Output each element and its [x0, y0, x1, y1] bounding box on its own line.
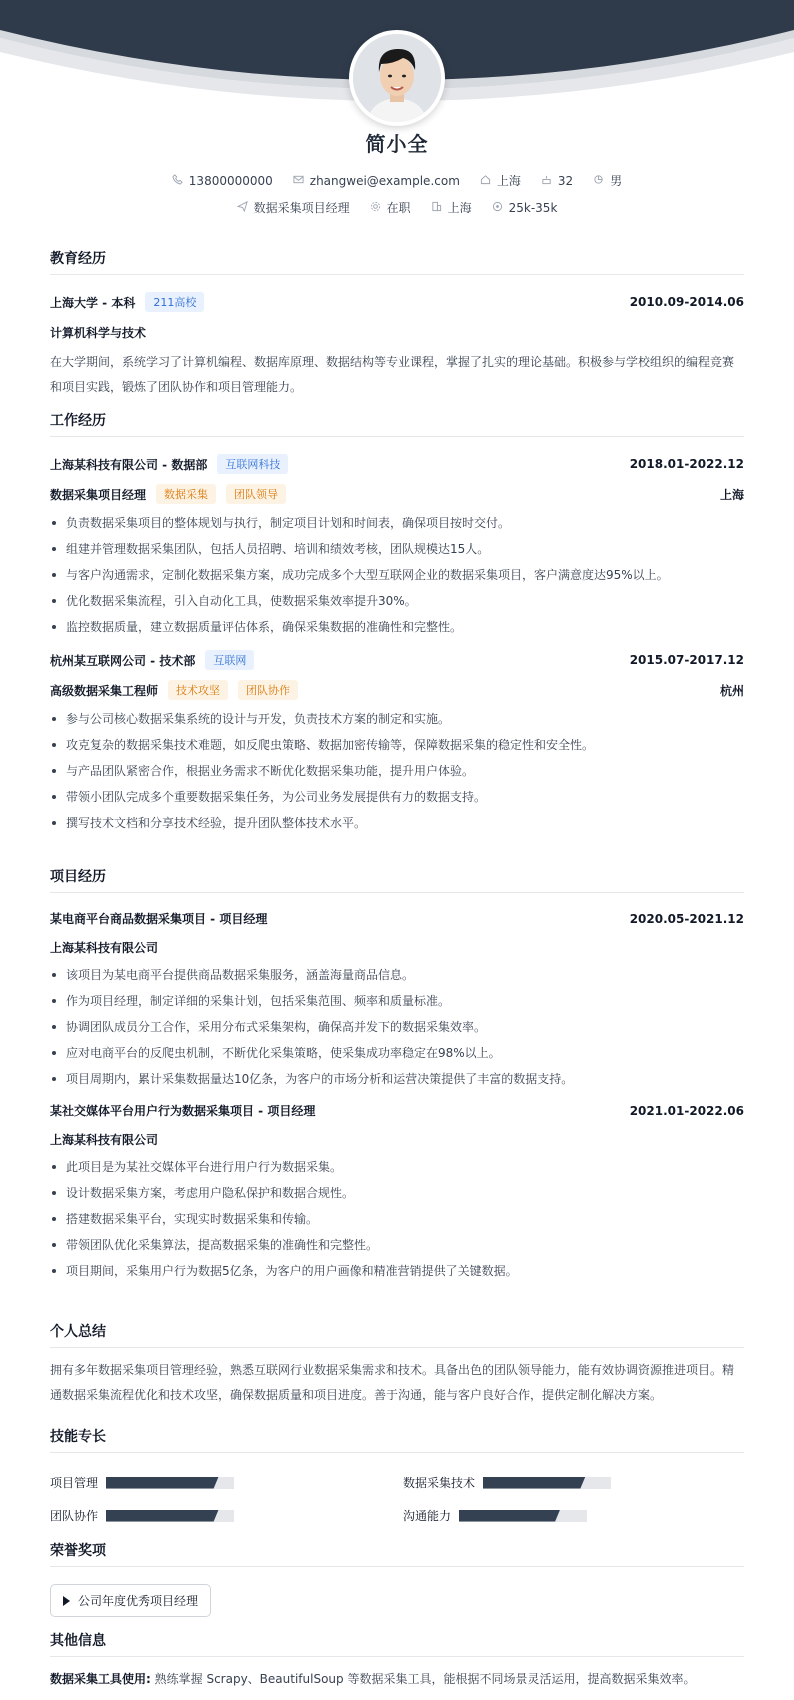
contact-info-row [0, 172, 794, 189]
target-city-item [431, 199, 472, 216]
phone-icon [172, 174, 183, 188]
skill-name: 数据采集技术 [403, 1476, 476, 1490]
section-title-other: 其他信息 [50, 1630, 744, 1657]
projects-section [50, 866, 744, 1284]
phone-text: 13800000000 [188, 173, 273, 188]
major: 计算机科学与技术 [50, 326, 147, 340]
city-text: 上海 [496, 174, 521, 188]
gender-icon [593, 174, 604, 188]
project-company: 上海某科技有限公司 [50, 941, 159, 955]
position-row [50, 484, 744, 504]
project-entry [50, 1102, 744, 1284]
list-item: 此项目是为某社交媒体平台进行用户行为数据采集。 [50, 1154, 744, 1180]
job-intent-row [0, 199, 794, 216]
project-date: 2020.05-2021.12 [629, 911, 744, 926]
list-item: 与产品团队紧密合作，根据业务需求不断优化数据采集功能，提升用户体验。 [50, 758, 744, 784]
list-item: 应对电商平台的反爬虫机制，不断优化采集策略，使采集成功率稳定在98%以上。 [50, 1040, 744, 1066]
skill-bar [459, 1510, 587, 1522]
section-title-skills: 技能专长 [50, 1426, 744, 1453]
list-item: 项目期间，采集用户行为数据5亿条，为客户的用户画像和精准营销提供了关键数据。 [50, 1258, 744, 1284]
list-item: 负责数据采集项目的整体规划与执行，制定项目计划和时间表，确保项目按时交付。 [50, 510, 744, 536]
skill-name: 沟通能力 [403, 1509, 452, 1523]
target-job-item [237, 199, 350, 216]
avatar [349, 30, 445, 126]
section-title-summary: 个人总结 [50, 1321, 744, 1348]
project-date: 2021.01-2022.06 [629, 1103, 744, 1118]
job-header [50, 650, 744, 670]
skill-name: 项目管理 [50, 1476, 99, 1490]
skill-tag: 数据采集 [156, 484, 216, 504]
project-bullets [50, 1154, 744, 1284]
list-item: 组建并管理数据采集团队，包括人员招聘、培训和绩效考核，团队规模达15人。 [50, 536, 744, 562]
coin-icon [492, 201, 503, 215]
email-text: zhangwei@example.com [309, 173, 460, 188]
project-name: 某电商平台商品数据采集项目 - 项目经理 [50, 912, 268, 926]
skill-bar-fill [106, 1477, 219, 1489]
skills-section [50, 1426, 744, 1526]
list-item: 撰写技术文档和分享技术经验，提升团队整体技术水平。 [50, 810, 744, 836]
skill-item [50, 1507, 234, 1524]
list-item: 监控数据质量，建立数据质量评估体系，确保采集数据的准确性和完整性。 [50, 614, 744, 640]
skill-bar-fill [459, 1510, 560, 1522]
industry-tag: 互联网科技 [217, 454, 288, 474]
summary-text: 拥有多年数据采集项目管理经验，熟悉互联网行业数据采集需求和技术。具备出色的团队领导能力，能有效协调资源推进项目。精通数据采集流程优化和技术攻坚，确保数据质量和项目进度。善于沟通，能与客户良好合作，提供定制化解决方案。 [50, 1363, 735, 1402]
other-label: 数据采集工具使用: [50, 1672, 151, 1686]
skill-item [403, 1507, 587, 1524]
gender-item [593, 172, 622, 189]
candidate-name: 简小全 [365, 132, 429, 156]
company-name: 杭州某互联网公司 - 技术部 [50, 653, 196, 668]
skill-item [403, 1474, 611, 1491]
education-section [50, 248, 744, 400]
list-item: 带领小团队完成多个重要数据采集任务，为公司业务发展提供有力的数据支持。 [50, 784, 744, 810]
skill-bar-fill [106, 1510, 219, 1522]
gear-icon [370, 201, 381, 215]
position-title: 高级数据采集工程师 [50, 683, 159, 698]
list-item: 该项目为某电商平台提供商品数据采集服务，涵盖海量商品信息。 [50, 962, 744, 988]
age-item [541, 174, 573, 188]
cake-icon [541, 174, 552, 188]
section-title-projects: 项目经历 [50, 866, 744, 893]
list-item: 与客户沟通需求，定制化数据采集方案，成功完成多个大型互联网企业的数据采集项目，客户满意度达95%以上。 [50, 562, 744, 588]
skill-bar-fill [483, 1477, 585, 1489]
other-info [50, 1667, 744, 1692]
section-title-work: 工作经历 [50, 410, 744, 437]
project-header [50, 1102, 744, 1119]
education-desc: 在大学期间，系统学习了计算机编程、数据库原理、数据结构等专业课程，掌握了扎实的理论基础。积极参与学校组织的编程竞赛和项目实践，锻炼了团队协作和项目管理能力。 [50, 355, 735, 394]
list-item: 设计数据采集方案，考虑用户隐私保护和数据合规性。 [50, 1180, 744, 1206]
list-item: 带领团队优化采集算法，提高数据采集的准确性和完整性。 [50, 1232, 744, 1258]
phone-item [172, 174, 273, 188]
list-item: 攻克复杂的数据采集技术难题，如反爬虫策略、数据加密传输等，保障数据采集的稳定性和安全性。 [50, 732, 744, 758]
building-icon [431, 201, 442, 215]
list-item: 项目周期内，累计采集数据量达10亿条，为客户的市场分析和运营决策提供了丰富的数据支持。 [50, 1066, 744, 1092]
skill-bar [106, 1510, 234, 1522]
position-title: 数据采集项目经理 [50, 487, 147, 502]
skill-item [50, 1474, 234, 1491]
skill-tag: 团队协作 [238, 680, 298, 700]
mail-icon [293, 174, 304, 188]
education-header [50, 292, 744, 312]
project-company: 上海某科技有限公司 [50, 1133, 159, 1147]
status-item [370, 199, 411, 216]
company-name: 上海某科技有限公司 - 数据部 [50, 457, 208, 472]
salary-text: 25k-35k [508, 200, 558, 215]
summary-section [50, 1321, 744, 1408]
work-section [50, 410, 744, 836]
other-section [50, 1630, 744, 1692]
salary-item [492, 201, 558, 215]
home-icon [480, 174, 491, 188]
job-entry [50, 454, 744, 640]
other-text: 熟练掌握 Scrapy、BeautifulSoup 等数据采集工具，能根据不同场景灵活运用，提高数据采集效率。 [154, 1672, 696, 1686]
list-item: 搭建数据采集平台，实现实时数据采集和传输。 [50, 1206, 744, 1232]
section-title-honors: 荣誉奖项 [50, 1540, 744, 1567]
school-name: 上海大学 - 本科 [50, 295, 136, 310]
list-item: 作为项目经理，制定详细的采集计划，包括采集范围、频率和质量标准。 [50, 988, 744, 1014]
age-text: 32 [557, 173, 574, 188]
skill-tag: 团队领导 [226, 484, 286, 504]
target-job-text: 数据采集项目经理 [253, 201, 350, 215]
status-text: 在职 [386, 201, 411, 215]
honor-item [50, 1584, 211, 1617]
gender-text: 男 [610, 174, 623, 188]
job-bullets [50, 510, 744, 640]
industry-tag: 互联网 [205, 650, 254, 670]
list-item: 优化数据采集流程，引入自动化工具，使数据采集效率提升30%。 [50, 588, 744, 614]
section-title-education: 教育经历 [50, 248, 744, 275]
school-tag: 211高校 [145, 292, 204, 312]
list-item: 协调团队成员分工合作，采用分布式采集架构，确保高并发下的数据采集效率。 [50, 1014, 744, 1040]
honors-section [50, 1540, 744, 1617]
project-bullets [50, 962, 744, 1092]
project-entry [50, 910, 744, 1092]
honor-name: 公司年度优秀项目经理 [78, 1594, 199, 1608]
skill-bar [106, 1477, 234, 1489]
triangle-icon [63, 1596, 70, 1606]
job-header [50, 454, 744, 474]
send-icon [237, 201, 248, 215]
skill-tag: 技术攻坚 [168, 680, 228, 700]
skill-name: 团队协作 [50, 1509, 99, 1523]
target-city-text: 上海 [447, 201, 472, 215]
project-header [50, 910, 744, 927]
job-location: 上海 [719, 487, 744, 502]
email-item [293, 174, 460, 188]
skill-bar [483, 1477, 611, 1489]
job-bullets [50, 706, 744, 836]
project-name: 某社交媒体平台用户行为数据采集项目 - 项目经理 [50, 1104, 316, 1118]
job-date: 2015.07-2017.12 [629, 653, 744, 667]
city-item [480, 172, 521, 189]
job-date: 2018.01-2022.12 [629, 457, 744, 471]
education-date: 2010.09-2014.06 [629, 295, 744, 309]
job-location: 杭州 [719, 683, 744, 698]
list-item: 参与公司核心数据采集系统的设计与开发，负责技术方案的制定和实施。 [50, 706, 744, 732]
job-entry [50, 650, 744, 836]
position-row [50, 680, 744, 700]
